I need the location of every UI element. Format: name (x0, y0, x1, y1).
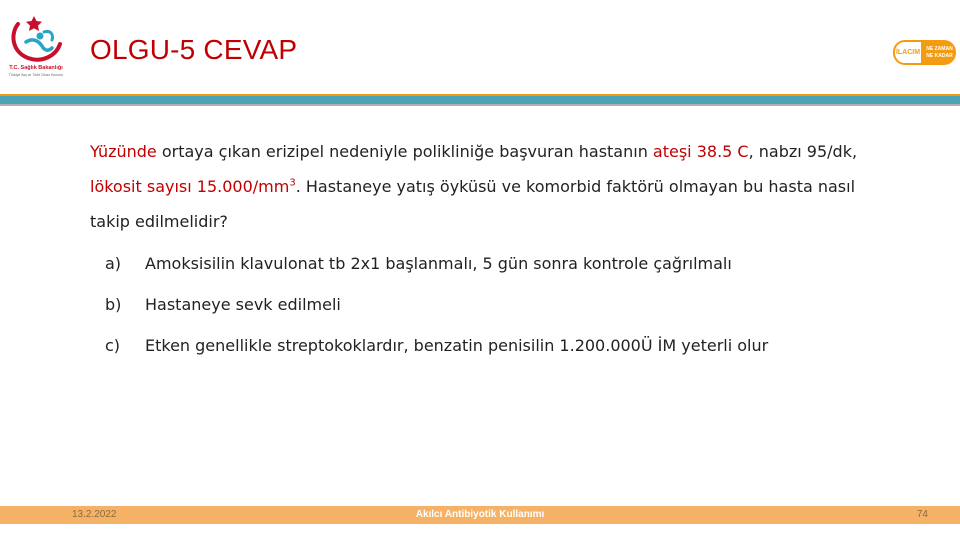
question-highlight-sup: 3 (289, 177, 296, 189)
ilacim-logo-line1: NE ZAMAN (926, 45, 953, 52)
answer-label: c) (105, 336, 121, 355)
page-title: OLGU-5 CEVAP (90, 34, 298, 65)
question-line-2 (90, 177, 855, 196)
ministry-logo (4, 8, 68, 84)
question-text-1b: ortaya çıkan erizipel nedeniyle polikliniğe başvuran hastanın (156, 142, 653, 161)
question-highlight-fever: ateşi 38.5 C (652, 142, 749, 161)
footer-title: Akılcı Antibiyotik Kullanımı (415, 509, 545, 520)
ilacim-logo-left: İLACIM (893, 40, 923, 65)
question-line-1 (90, 142, 857, 161)
slide-footer (0, 506, 960, 524)
answer-option-b (105, 295, 341, 314)
answer-option-c (105, 336, 768, 355)
question-highlight-leukocyte: lökosit sayısı 15.000/mm (90, 177, 290, 196)
ilacim-logo-right (923, 40, 956, 65)
ilacim-logo-icon (893, 40, 956, 65)
answer-text: Amoksisilin klavulonat tb 2x1 başlanmalı, 5 gün sonra kontrole çağrılmalı (145, 254, 732, 273)
question-line-3: takip edilmelidir? (90, 212, 228, 231)
question-text-1d: , nabzı 95/dk, (748, 142, 858, 161)
footer-date: 13.2.2022 (72, 509, 117, 520)
answer-text: Etken genellikle streptokoklardır, benzatin penisilin 1.200.000Ü İM yeterli olur (145, 336, 769, 355)
header-divider-teal (0, 96, 960, 104)
ministry-logo-org: T.C. Sağlık Bakanlığı (9, 65, 63, 71)
question-text-2b: . Hastaneye yatış öyküsü ve komorbid faktörü olmayan bu hasta nasıl (295, 177, 856, 196)
answer-label: b) (105, 295, 122, 314)
answer-label: a) (105, 254, 122, 273)
ministry-logo-icon (4, 8, 68, 64)
question-highlight-face: Yüzünde (90, 142, 157, 161)
ilacim-logo-line2: NE KADAR (926, 52, 953, 59)
ministry-logo-sub: Türkiye İlaç ve Tıbbi Cihaz Kurumu (8, 73, 64, 77)
answer-option-a (105, 254, 732, 273)
answer-text: Hastaneye sevk edilmeli (145, 295, 341, 314)
footer-page-number: 74 (916, 509, 928, 520)
header-divider-grey (0, 104, 960, 106)
